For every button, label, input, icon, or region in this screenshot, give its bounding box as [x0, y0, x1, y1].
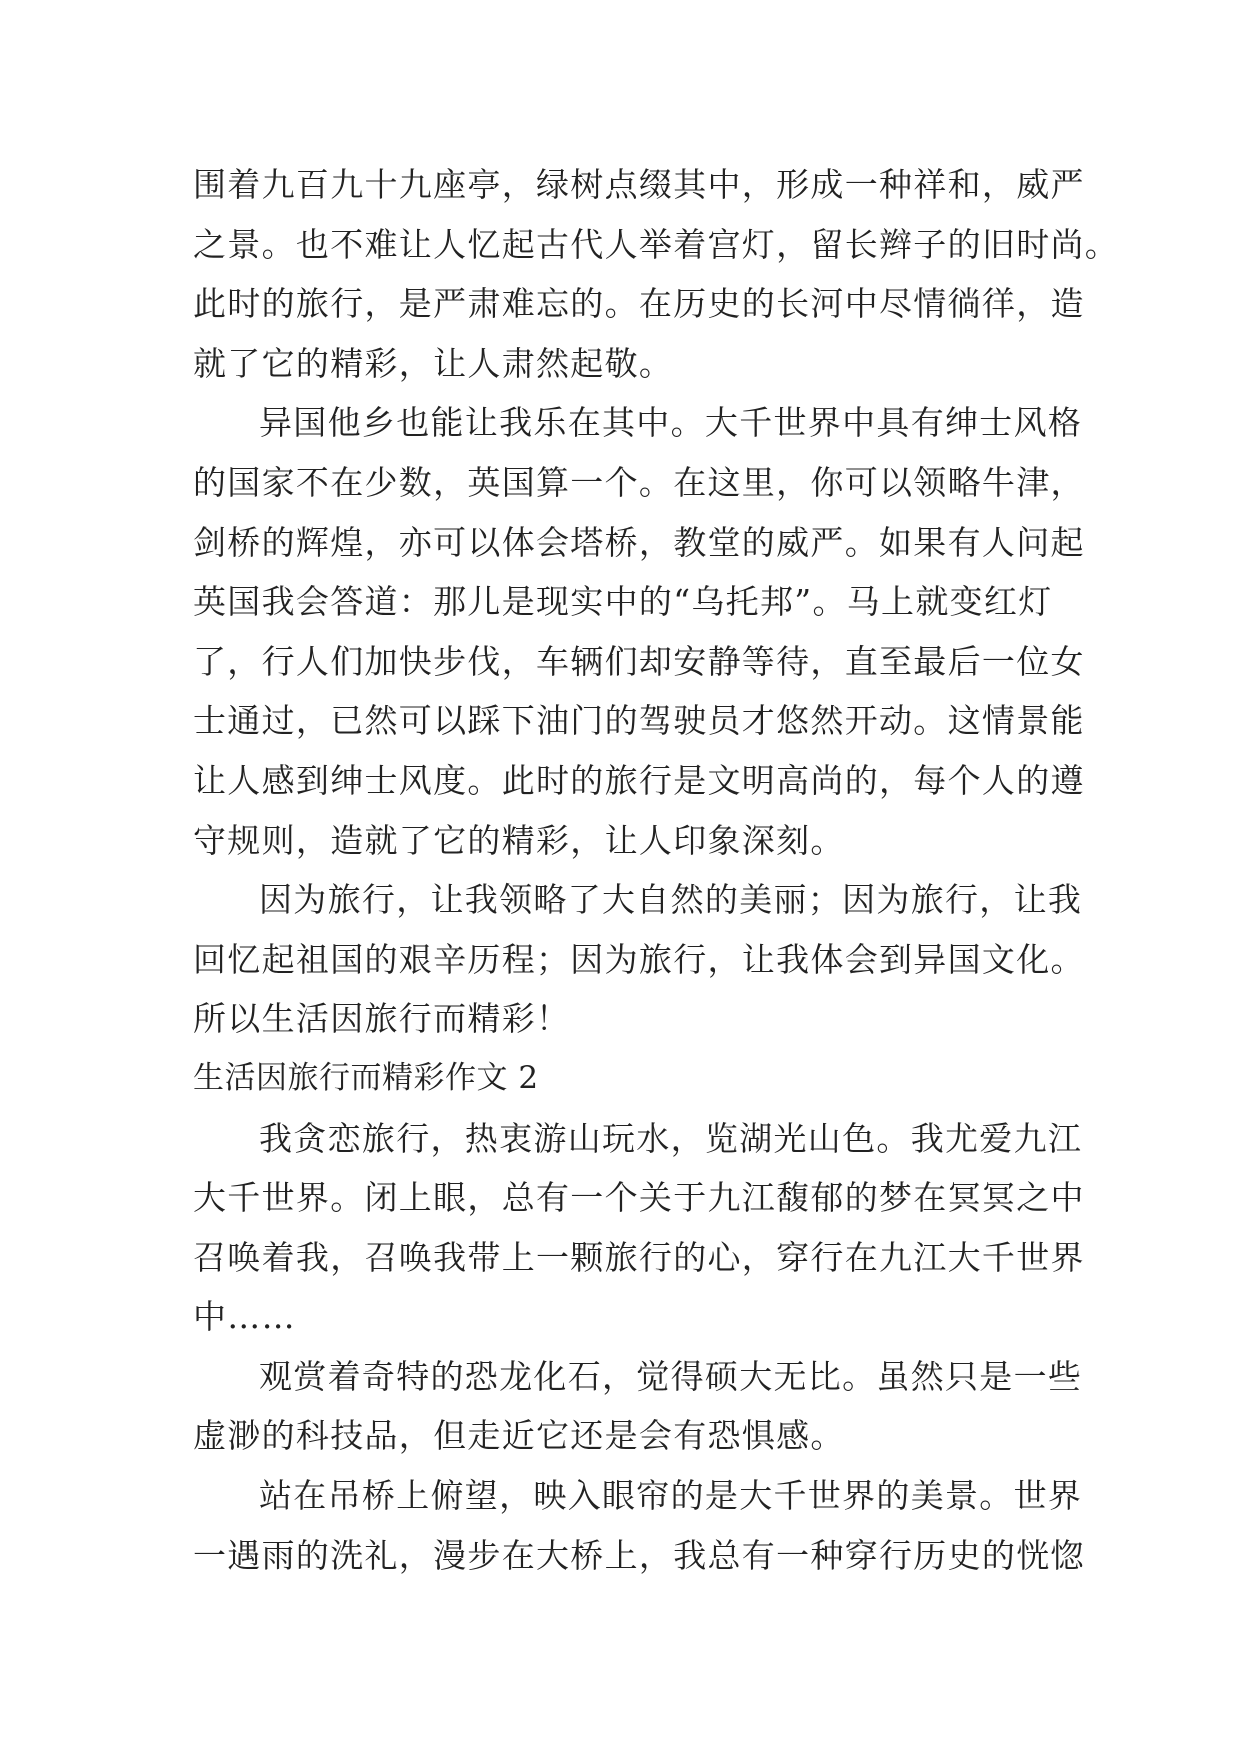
text-line: 所以生活因旅行而精彩！ — [193, 999, 571, 1039]
text-line: 的国家不在少数，英国算一个。在这里，你可以领略牛津， — [193, 462, 1085, 502]
text-line: 观赏着奇特的恐龙化石，觉得硕大无比。虽然只是一些 — [259, 1356, 1083, 1396]
section-heading: 生活因旅行而精彩作文 2 — [193, 1059, 539, 1096]
text-line: 一遇雨的洗礼，漫步在大桥上，我总有一种穿行历史的恍惚 — [193, 1535, 1085, 1575]
text-line: 我贪恋旅行，热衷游山玩水，览湖光山色。我尤爱九江 — [259, 1118, 1083, 1158]
text-line: 剑桥的辉煌，亦可以体会塔桥，教堂的威严。如果有人问起 — [193, 522, 1085, 562]
text-line: 中…… — [193, 1297, 296, 1337]
text-line: 回忆起祖国的艰辛历程；因为旅行，让我体会到异国文化。 — [193, 939, 1085, 979]
text-line: 守规则，造就了它的精彩，让人印象深刻。 — [193, 820, 845, 860]
text-line: 召唤着我，召唤我带上一颗旅行的心，穿行在九江大千世界 — [193, 1237, 1085, 1277]
text-line: 因为旅行，让我领略了大自然的美丽；因为旅行，让我 — [259, 880, 1083, 920]
text-line: 异国他乡也能让我乐在其中。大千世界中具有绅士风格 — [259, 403, 1083, 443]
text-line: 就了它的精彩，让人肃然起敬。 — [193, 343, 674, 383]
text-line: 了，行人们加快步伐，车辆们却安静等待，直至最后一位女 — [193, 641, 1085, 681]
text-line: 围着九百九十九座亭，绿树点缀其中，形成一种祥和，威严 — [193, 165, 1085, 204]
text-line: 让人感到绅士风度。此时的旅行是文明高尚的，每个人的遵 — [193, 760, 1085, 800]
text-line: 英国我会答道：那儿是现实中的“乌托邦”。马上就变红灯 — [193, 582, 1053, 622]
text-line: 之景。也不难让人忆起古代人举着宫灯，留长辫子的旧时尚。 — [193, 224, 1120, 264]
document-body — [193, 155, 1120, 1585]
text-line: 大千世界。闭上眼，总有一个关于九江馥郁的梦在冥冥之中 — [193, 1178, 1085, 1218]
text-line: 此时的旅行，是严肃难忘的。在历史的长河中尽情徜徉，造 — [193, 284, 1085, 324]
text-line: 虚渺的科技品，但走近它还是会有恐惧感。 — [193, 1416, 845, 1456]
text-line: 士通过，已然可以踩下油门的驾驶员才悠然开动。这情景能 — [193, 701, 1085, 741]
text-line: 站在吊桥上俯望，映入眼帘的是大千世界的美景。世界 — [259, 1476, 1083, 1516]
